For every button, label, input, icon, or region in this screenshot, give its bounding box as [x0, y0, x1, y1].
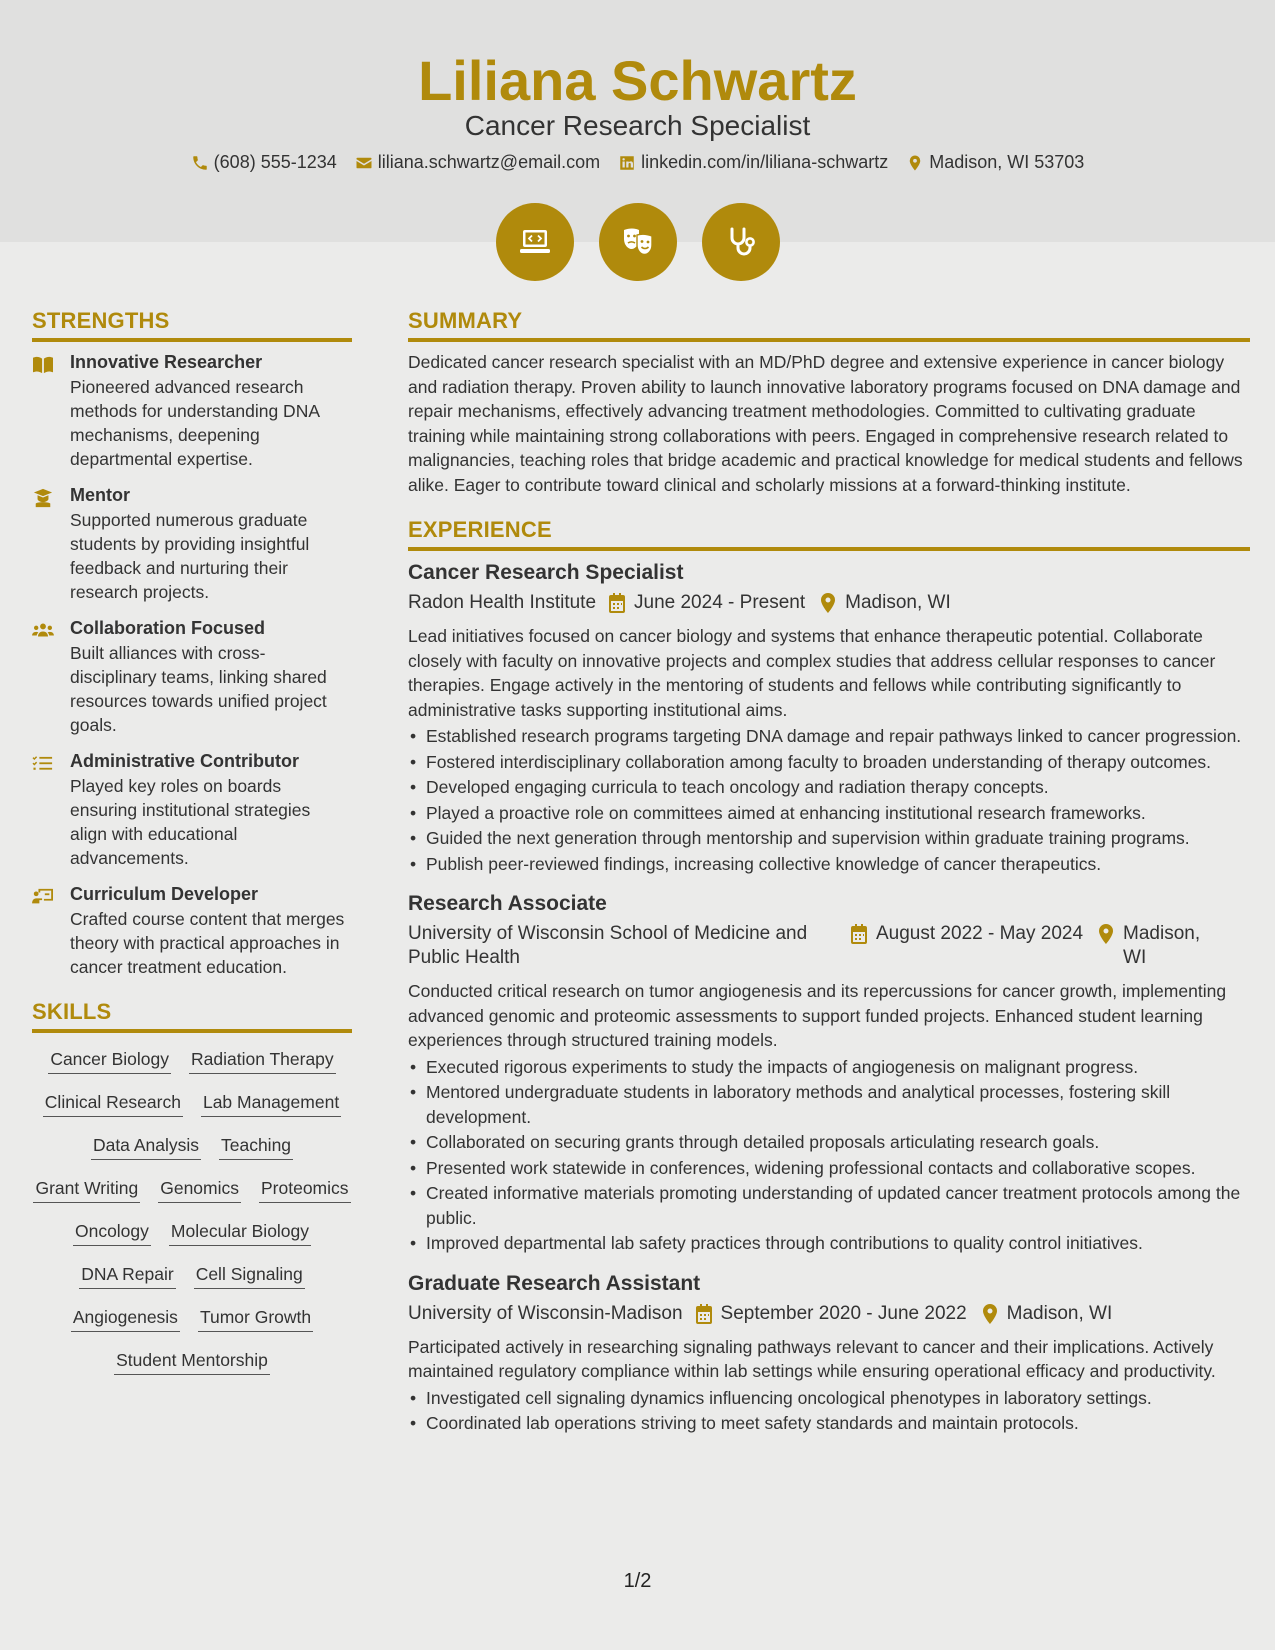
job-dates: September 2020 - June 2022: [720, 1302, 967, 1324]
job-title: Graduate Research Assistant: [408, 1271, 701, 1295]
laptop-code-icon: [515, 222, 555, 262]
strength-item: Mentor Supported numerous graduate students by providing insightful feedback and nurturing their research projects.: [32, 485, 352, 604]
list-item: • Developed engaging curricula to teach oncology and radiation therapy concepts.: [408, 775, 1250, 800]
skill-tag: Oncology: [73, 1221, 151, 1246]
experience-heading: EXPERIENCE: [408, 517, 1250, 551]
book-icon: [32, 355, 54, 375]
summary-text: Dedicated cancer research specialist with an MD/PhD degree and extensive experience in cancer biology and radiation therapy. Proven ability to launch innovative laboratory programs focused on DNA damage and repair mechanisms, effectively advancing treatment methodologies. Committed to cultivating graduate training while maintaining strong collaborations with peers. Engaged in comprehensive research related to malignancies, teaching roles that bridge academic and practical knowledge for medical students and fellows alike. Eager to contribute toward clinical and scholarly missions at a forward-thinking institute.: [408, 352, 1243, 495]
phone-icon: [191, 154, 209, 172]
contact-row: [0, 152, 1275, 173]
job-bullets: [408, 1055, 1250, 1256]
job-location: Madison, WI: [1123, 923, 1201, 968]
job-bullets: [408, 724, 1250, 876]
calendar-icon: [850, 924, 868, 944]
skill-tag: Clinical Research: [43, 1092, 183, 1117]
list-item: • Improved departmental lab safety practices through contributions to quality control initiatives.: [408, 1231, 1250, 1256]
contact-location: Madison, WI 53703: [906, 152, 1084, 173]
strengths-heading: STRENGTHS: [32, 308, 352, 342]
checklist-icon: [32, 754, 54, 774]
stethoscope-icon: [721, 222, 761, 262]
contact-phone[interactable]: (608) 555-1234: [191, 152, 337, 173]
interest-badges: [0, 203, 1275, 281]
list-item: • Fostered interdisciplinary collaboration among faculty to broaden understanding of therapy outcomes.: [408, 750, 1250, 775]
skill-tag: Lab Management: [201, 1092, 341, 1117]
list-item: • Coordinated lab operations striving to meet safety standards and maintain protocols.: [408, 1411, 1250, 1436]
candidate-name: Liliana Schwartz: [418, 49, 857, 112]
skill-tag: Data Analysis: [91, 1135, 201, 1160]
list-item: • Created informative materials promoting understanding of updated cancer treatment protocols among the public.: [408, 1181, 1250, 1230]
contact-email[interactable]: liliana.schwartz@email.com: [355, 152, 600, 173]
skill-tag: Cell Signaling: [194, 1264, 305, 1289]
job-meta: [408, 1302, 1250, 1326]
job-description: Conducted critical research on tumor angiogenesis and its repercussions for cancer growth, implementing advanced genomic and proteomic assessments to support funded projects. Enhanced student learning experiences through structured training models.: [408, 981, 1227, 1050]
laptop-code-badge: [496, 203, 574, 281]
list-item: • Established research programs targeting DNA damage and repair pathways linked to cancer progression.: [408, 724, 1250, 749]
users-icon: [32, 621, 54, 641]
linkedin-icon: [618, 154, 636, 172]
map-pin-icon: [819, 593, 837, 613]
list-item: • Mentored undergraduate students in laboratory methods and analytical processes, fostering skill development.: [408, 1080, 1250, 1129]
skill-tag: Grant Writing: [33, 1178, 140, 1203]
skill-tag: DNA Repair: [79, 1264, 175, 1289]
job-bullets: [408, 1386, 1250, 1436]
list-item: • Investigated cell signaling dynamics influencing oncological phenotypes in laboratory settings.: [408, 1386, 1250, 1411]
skill-tag: Tumor Growth: [198, 1307, 313, 1332]
list-item: • Presented work statewide in conferences, widening professional contacts and collaborative scopes.: [408, 1156, 1250, 1181]
skill-tag: Student Mentorship: [114, 1350, 270, 1375]
skill-tag: Cancer Biology: [48, 1049, 171, 1074]
skill-tag: Molecular Biology: [169, 1221, 311, 1246]
candidate-title: Cancer Research Specialist: [464, 110, 811, 141]
job-org: University of Wisconsin School of Medicine and Public Health: [408, 923, 808, 968]
theater-masks-badge: [599, 203, 677, 281]
job-entry: [408, 561, 1250, 876]
job-meta: [408, 922, 1250, 970]
job-description: Participated actively in researching signaling pathways relevant to cancer and their implications. Actively maintained regulatory compliance within lab settings while ensuring operational efficacy and productivity.: [408, 1336, 1216, 1381]
job-org: Radon Health Institute: [408, 592, 597, 613]
list-item: • Guided the next generation through mentorship and supervision within graduate training programs.: [408, 826, 1250, 851]
page-number: 1/2: [623, 1570, 652, 1592]
job-dates: June 2024 - Present: [634, 592, 806, 613]
contact-linkedin[interactable]: linkedin.com/in/liliana-schwartz: [618, 152, 888, 173]
job-location: Madison, WI: [845, 592, 951, 613]
skill-tag: Proteomics: [259, 1178, 351, 1203]
skill-tag: Radiation Therapy: [189, 1049, 336, 1074]
graduate-icon: [32, 488, 54, 508]
calendar-icon: [608, 593, 626, 613]
skills-heading: SKILLS: [32, 999, 352, 1033]
strength-item: Administrative Contributor Played key roles on boards ensuring institutional strategies align with educational advancements.: [32, 751, 352, 870]
summary-heading: SUMMARY: [408, 308, 1250, 342]
strength-item: Innovative Researcher Pioneered advanced research methods for understanding DNA mechanisms, deepening departmental expertise.: [32, 352, 352, 471]
job-title: Research Associate: [408, 892, 607, 915]
skill-tag: Teaching: [219, 1135, 293, 1160]
job-location: Madison, WI: [1006, 1302, 1113, 1324]
strength-item: Collaboration Focused Built alliances with cross-disciplinary teams, linking shared resources towards unified project goals.: [32, 618, 352, 737]
map-pin-icon: [1097, 924, 1115, 944]
list-item: • Publish peer-reviewed findings, increasing collective knowledge of cancer therapeutics.: [408, 852, 1250, 877]
list-item: • Played a proactive role on committees aimed at enhancing institutional research frameworks.: [408, 801, 1250, 826]
right-column: [408, 308, 1250, 1452]
calendar-icon: [695, 1304, 713, 1324]
left-column: [32, 308, 352, 1393]
map-pin-icon: [906, 154, 924, 172]
job-entry: [408, 1272, 1250, 1436]
envelope-icon: [355, 154, 373, 172]
job-dates: August 2022 - May 2024: [876, 923, 1084, 944]
skills-list: [32, 1043, 352, 1393]
map-pin-icon: [981, 1304, 999, 1324]
teacher-board-icon: [32, 887, 54, 907]
list-item: • Collaborated on securing grants through detailed proposals articulating research goals.: [408, 1130, 1250, 1155]
stethoscope-badge: [702, 203, 780, 281]
skill-tag: Genomics: [158, 1178, 241, 1203]
theater-masks-icon: [618, 222, 658, 262]
job-entry: [408, 892, 1250, 1256]
skill-tag: Angiogenesis: [71, 1307, 180, 1332]
list-item: • Executed rigorous experiments to study the impacts of angiogenesis on malignant progress.: [408, 1055, 1250, 1080]
job-org: University of Wisconsin-Madison: [408, 1302, 683, 1324]
job-meta: [408, 591, 1250, 615]
job-description: Lead initiatives focused on cancer biology and systems that enhance therapeutic potential. Collaborate closely with faculty on innovative projects and complex studies that address cellular responses to cancer therapies. Engage actively in the mentoring of students and fellows while contributing significantly to administrative tasks supporting institutional aims.: [408, 626, 1216, 720]
job-title: Cancer Research Specialist: [408, 561, 684, 584]
strength-item: Curriculum Developer Crafted course content that merges theory with practical approaches in cancer treatment education.: [32, 884, 352, 979]
